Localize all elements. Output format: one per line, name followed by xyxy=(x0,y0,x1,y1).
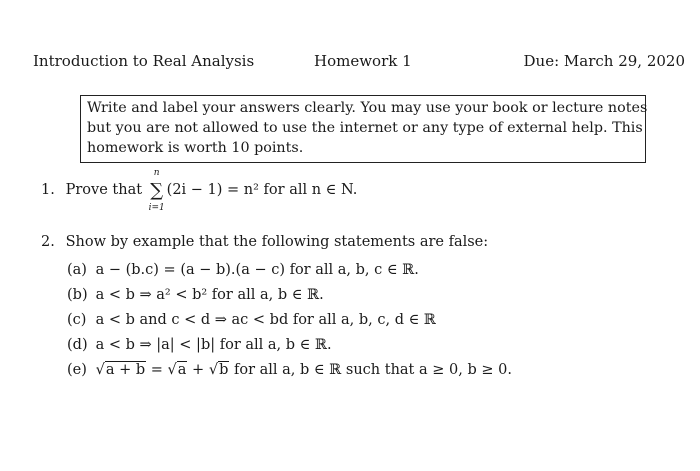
part-label: (d) xyxy=(67,337,88,353)
part-text: a < b ⇒ |a| < |b| for all a, b ∈ ℝ. xyxy=(95,337,332,353)
question-number: 1. xyxy=(41,182,55,198)
square-root: √a xyxy=(167,362,187,378)
assignment-title: Homework 1 xyxy=(314,52,412,70)
instructions-line: but you are not allowed to use the internet or any type of external help. This xyxy=(87,120,643,136)
due-date: Due: March 29, 2020 xyxy=(523,52,685,70)
course-title: Introduction to Real Analysis xyxy=(33,52,255,70)
part-text: a < b ⇒ a² < b² for all a, b ∈ ℝ. xyxy=(95,287,324,303)
radicand: a xyxy=(177,362,187,378)
part-e xyxy=(67,358,512,383)
question-text: Show by example that the following statements are false: xyxy=(65,234,489,250)
question-expression: (2i − 1) = n² for all n ∈ N. xyxy=(166,182,358,198)
page-header xyxy=(33,52,685,74)
part-text: for all a, b ∈ ℝ such that a ≥ 0, b ≥ 0. xyxy=(229,362,512,378)
part-label: (b) xyxy=(67,287,88,303)
square-root: √b xyxy=(208,362,229,378)
part-label: (e) xyxy=(67,362,87,378)
equals-sign: = xyxy=(146,362,168,378)
instructions-line: Write and label your answers clearly. You may use your book or lecture notes xyxy=(87,100,648,116)
question-2 xyxy=(41,234,488,250)
part-d xyxy=(67,333,512,358)
radicand: b xyxy=(219,362,229,378)
part-label: (c) xyxy=(67,312,87,328)
part-text: a − (b.c) = (a − b).(a − c) for all a, b, c ∈ ℝ. xyxy=(95,262,419,278)
sum-upper-limit: n xyxy=(153,168,160,178)
part-b xyxy=(67,283,512,308)
sum-lower-limit: i=1 xyxy=(148,203,165,213)
question-prefix: Prove that xyxy=(65,182,143,198)
summation-symbol: ∑ n i=1 xyxy=(148,168,165,213)
part-text: a < b and c < d ⇒ ac < bd for all a, b, c, d ∈ ℝ xyxy=(95,312,436,328)
question-1 xyxy=(41,168,358,213)
instructions-box xyxy=(80,95,646,163)
instructions-line: homework is worth 10 points. xyxy=(87,140,304,156)
plus-sign: + xyxy=(187,362,209,378)
radicand: a + b xyxy=(105,362,146,378)
question-2-parts xyxy=(67,258,512,383)
square-root: √a + b xyxy=(95,362,146,378)
part-c xyxy=(67,308,512,333)
part-label: (a) xyxy=(67,262,87,278)
question-number: 2. xyxy=(41,234,55,250)
part-a xyxy=(67,258,512,283)
